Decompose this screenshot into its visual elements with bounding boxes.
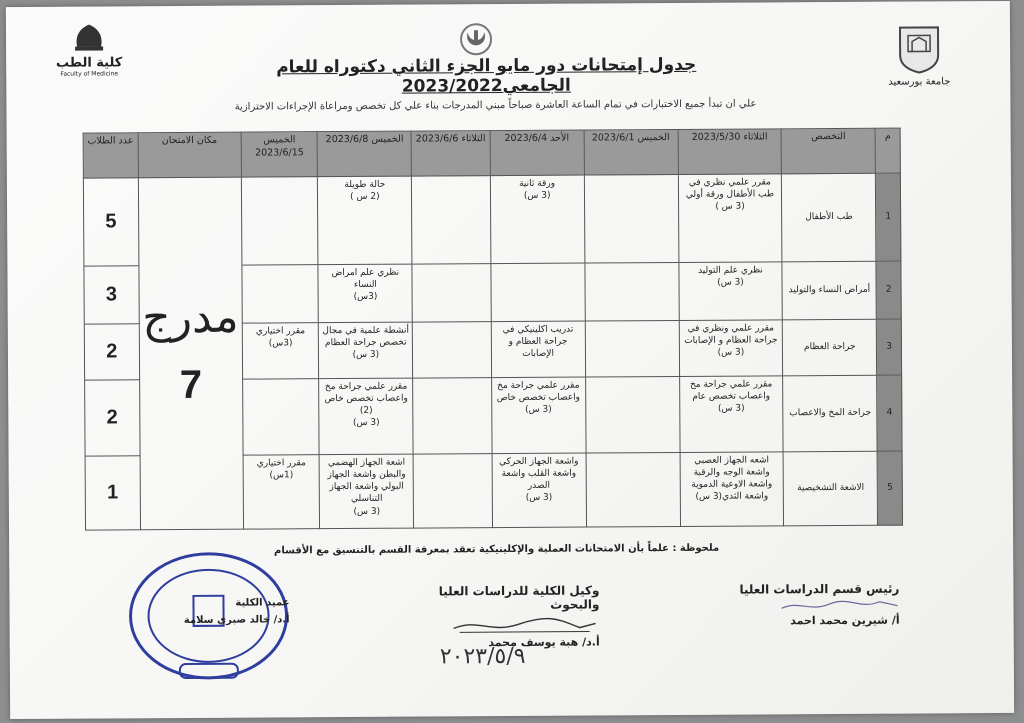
- row-cell-d5: اشعة الجهاز الهضمي والبطن واشعة الجهاز البولي واشعة الجهاز التناسلي (3 س): [320, 454, 414, 529]
- header-date-4: الثلاثاء 2023/6/6: [411, 131, 490, 176]
- row-cell-d3: مقرر علمي جراحة مخ واعصاب تخصص خاص (3 س): [491, 377, 585, 454]
- row-index: 1: [876, 173, 901, 261]
- row-cell-d1: مقرر علمي جراحة مخ واعصاب تخصص عام (3 س): [679, 376, 783, 453]
- crescent-emblem-icon: [456, 22, 496, 56]
- row-cell-d2: [585, 262, 679, 321]
- exam-place-number: 7: [179, 362, 203, 407]
- row-cell-d5: مقرر علمي جراحة مخ واعصاب تخصص خاص (2) (3 س): [319, 378, 413, 455]
- row-cell-d2: [585, 320, 679, 377]
- header-date-5: الخميس 2023/6/8: [318, 131, 412, 177]
- row-specialty: أمراض النساء والتوليد: [782, 261, 876, 320]
- faculty-logo: [54, 22, 124, 77]
- row-index: 2: [876, 261, 901, 319]
- row-cell-d2: [585, 376, 679, 453]
- row-index: 4: [877, 375, 902, 451]
- header-student-count: عدد الطلاب: [83, 133, 138, 178]
- exam-place-handwritten: مدرج: [142, 292, 239, 344]
- row-index: 3: [877, 319, 902, 375]
- row-cell-d4: [413, 454, 492, 528]
- signature-role-right: رئيس قسم الدراسات العليا: [739, 581, 900, 597]
- signature-block-middle: [389, 583, 599, 649]
- row-cell-d6: [243, 379, 320, 455]
- university-logo: [884, 23, 954, 87]
- row-cell-d6: مقرر اختياري (3س): [242, 323, 319, 379]
- handwritten-signature-right: [779, 598, 899, 615]
- row-cell-d3: واشعة الجهاز الحركي واشعة القلب واشعة الصدر (3 س): [492, 453, 586, 528]
- university-logo-label: جامعة بورسعيد: [888, 76, 951, 88]
- row-cell-d3: [491, 263, 585, 322]
- row-count: 1: [85, 456, 140, 530]
- signature-block-left: [159, 597, 289, 626]
- signature-name-middle: أ.د/ هبة يوسف محمد: [488, 635, 600, 650]
- page-title: جدول إمتحانات دور مايو الجزء الثاني دكتوراه للعام الجامعي2023/2022: [276, 54, 697, 97]
- signature-name-right: أ/ شيرين محمد احمد: [790, 613, 900, 628]
- row-count: 3: [84, 266, 139, 324]
- faculty-emblem-icon: [69, 22, 109, 52]
- university-shield-icon: [896, 23, 942, 73]
- header-date-6: الخميس 2023/6/15: [241, 132, 318, 177]
- exam-place-cell: [138, 177, 243, 530]
- exam-table: [83, 128, 903, 531]
- signature-role-left: عميد الكلية: [235, 597, 290, 609]
- row-cell-d6: مقرر اختياري (1س): [243, 455, 320, 529]
- row-cell-d4: [412, 176, 491, 264]
- signature-block-right: [739, 582, 899, 628]
- row-cell-d1: نظري علم التوليد (3 س): [678, 262, 782, 321]
- row-specialty: جراحة العظام: [783, 319, 877, 376]
- row-cell-d1: مقرر علمي ونظري في جراحة العظام و الإصابات (3 س): [679, 320, 783, 377]
- center-logo: [454, 22, 498, 59]
- header-exam-place: مكان الامتحان: [138, 132, 242, 178]
- row-specialty: طب الأطفال: [782, 173, 876, 262]
- row-cell-d3: تدريب اكلينيكي في جراحة العظام و الإصابات: [491, 321, 585, 378]
- row-index: 5: [877, 451, 902, 525]
- row-count: 2: [85, 380, 140, 456]
- header-date-1: الثلاثاء 2023/5/30: [678, 129, 782, 175]
- exam-schedule-document: [6, 1, 1014, 719]
- row-cell-d1: مقرر علمي نظري في طب الأطفال ورقة أولي (3 س ): [678, 174, 782, 263]
- row-cell-d5: نظري علم امراض النساء (3س): [318, 264, 412, 323]
- row-cell-d2: [584, 174, 678, 263]
- signature-role-middle: وكيل الكلية للدراسات العليا والبحوث: [438, 583, 600, 612]
- row-cell-d5: حالة طويلة (2 س ): [318, 176, 412, 265]
- header-date-3: الأحد 2023/6/4: [490, 130, 584, 176]
- signature-name-left: أ.د/ خالد صبري سلامة: [183, 614, 290, 626]
- table-header-row: [83, 128, 900, 178]
- faculty-logo-label: كلية الطب: [55, 55, 123, 71]
- row-count: 2: [84, 324, 139, 380]
- faculty-logo-en: Faculty of Medicine: [60, 70, 119, 78]
- row-specialty: جراحة المخ والاعصاب: [783, 375, 877, 452]
- handwritten-signature-middle: [450, 613, 600, 636]
- row-cell-d4: [413, 378, 492, 454]
- row-cell-d6: [242, 265, 319, 323]
- handwritten-date: ٢٠٢٣/٥/٩: [439, 643, 526, 670]
- footnote: ملحوظة : علماً بأن الامتحانات العملية والإكلينيكية تعقد بمعرفة القسم بالتنسيق مع الأقسام: [273, 542, 720, 557]
- header-idx: م: [875, 128, 900, 173]
- header-specialty: التخصص: [781, 128, 875, 174]
- row-count: 5: [83, 178, 138, 266]
- row-cell-d2: [586, 452, 680, 527]
- intro-text: علي ان تبدأ جميع الاختبارات في تمام الساعة العاشرة صباحاً مبني المدرجات بناء علي كل تخصص ومراعاة الإجراءات الاحترازية: [234, 98, 757, 113]
- row-cell-d6: [241, 177, 318, 265]
- row-specialty: الاشعة التشخيصية: [783, 451, 877, 526]
- row-cell-d4: [412, 264, 491, 322]
- row-cell-d4: [413, 322, 492, 378]
- table-row: [83, 173, 901, 266]
- row-cell-d5: أنشطة علمية في مجال تخصص جراحة العظام (3 س): [319, 322, 413, 379]
- row-cell-d3: ورقة ثانية (3 س): [490, 175, 584, 264]
- header-date-2: الخميس 2023/6/1: [584, 129, 678, 175]
- row-cell-d1: اشعه الجهاز العصبي واشعة الوجه والرقبة واشعة الاوعية الدموية واشعة الثدي(3 س): [680, 452, 784, 527]
